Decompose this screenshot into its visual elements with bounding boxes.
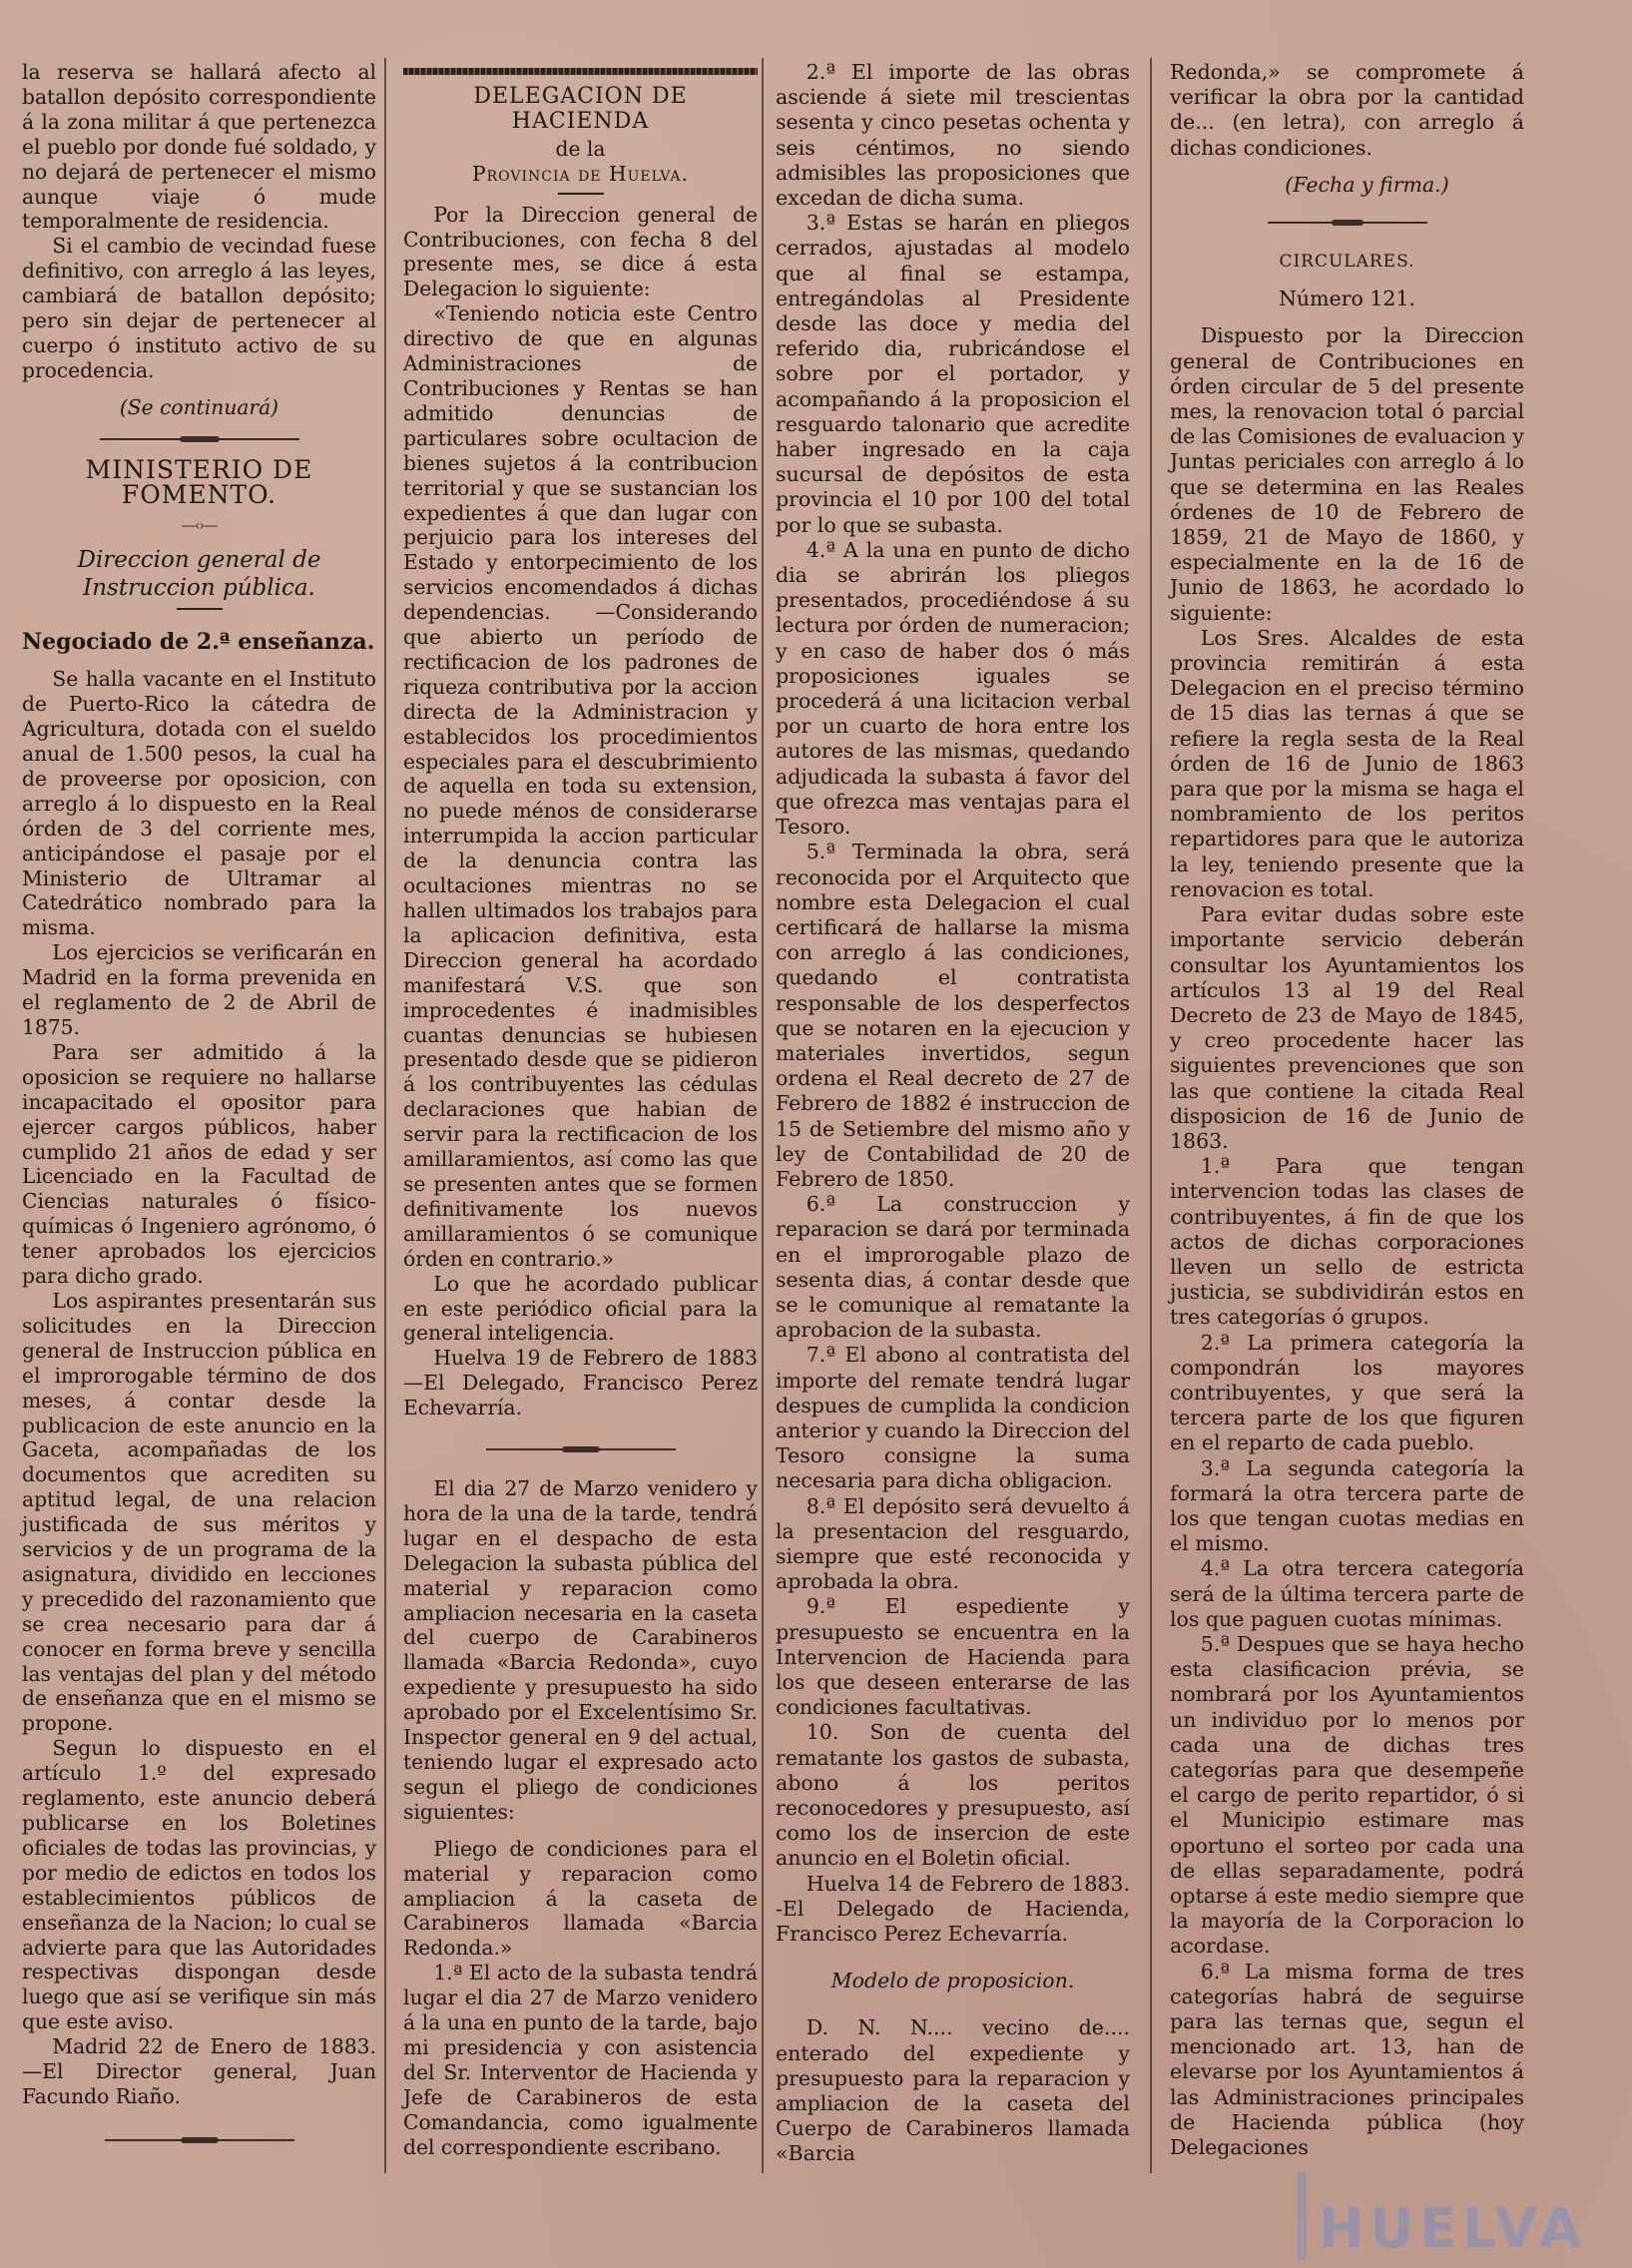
paragraph: Dispuesto por la Direccion general de Contribuciones en órden circular de 5 del presente mes, la renovacion total ó parcial de las Comisiones de evaluacion y Juntas periciales con arreglo á lo que se determina en las Reales órdenes de 10 de Febrero de 1859, 21 de Mayo de 1860, y especialmente en la de 16 de Junio de 1863, he acordado lo siguiente: [1170,323,1524,625]
paragraph: 2.ª El importe de las obras asciende á siete mil trescientas sesenta y cinco pesetas ochenta y seis céntimos, no siendo admisibles las proposiciones que excedan de dicha suma. [776,60,1130,211]
paragraph: 4.ª A la una en punto de dicho dia se abrirán los pliegos presentados, procediéndose á su lectura por órden de numeracion; y en caso de haber dos ó más proposiciones iguales se procederá á una licitacion verbal por un cuarto de hora entre los autores de las mismas, quedando adjudicada la subasta á favor del que ofrezca mas ventajas para el Tesoro. [776,537,1130,840]
paragraph: 6.ª La misma forma de tres categorías habrá de seguirse para las ternas que, segun el mencionado art. 13, han de elevarse por los Ayuntamientos á las Administraciones principales de Hacienda pública (hoy Delegaciones [1170,1959,1524,2160]
delegation-heading: DELEGACION DE HACIENDA [473,84,688,134]
paragraph: 8.ª El depósito será devuelto á la presentacion del resguardo, siempre que esté reconocida y aprobada la obra. [776,1493,1130,1594]
circular-number: Número 121. [1278,286,1415,311]
column-divider [762,58,764,2173]
paragraph: Para evitar dudas sobre este importante servicio deberán consultar los Ayuntamientos los artículos 13 al 19 del Real Decreto de 23 de Mayo de 1845, y creo procedente hacer las siguientes prevenciones que son las que contiene la citada Real disposicion de 16 de Junio de 1863. [1170,902,1524,1153]
date-signature-note: (Fecha y firma.) [1285,172,1449,197]
paragraph: 4.ª La otra tercera categoría será de la última tercera parte de los que paguen cuotas mínimas. [1170,1556,1524,1631]
paragraph: Los ejercicios se verificarán en Madrid en la forma prevenida en el reglamento de 2 de Abril de 1875. [22,940,376,1039]
paragraph: Pliego de condiciones para el material y reparacion como ampliacion á la caseta de Carabineros llamada «Barcia Redonda.» [403,1836,758,1961]
signature-paragraph: Huelva 14 de Febrero de 1883. -El Delegado de Hacienda, Francisco Perez Echevarría. [776,1871,1130,1947]
paragraph: Segun lo dispuesto en el artículo 1.º del expresado reglamento, este anuncio deberá publicarse en los Boletines oficiales de todas las provincias, y por medio de edictos en todos los establecimientos públicos de enseñanza de la Nacion; lo cual se advierte para que las Autoridades respectivas dispongan desde luego que así se verifique sin más que este aviso. [22,1736,376,2034]
paragraph: «Teniendo noticia este Centro directivo de que en algunas Administraciones de Contribuciones y Rentas se han admitido denuncias de particulares sobre ocultacion de bienes sujetos á la contribucion territorial y que se sustancian los expedientes á que dan lugar con perjuicio para los intereses del Estado y entorpecimiento de los servicios encomendados á dichas dependencias. —Considerando que abierto un período de rectificacion de los padrones de riqueza contributiva por la accion directa de la Administracion y establecidos los procedimientos especiales para el descubrimiento de aquella en toda su extension, no puede ménos de considerarse interrumpida la accion particular de la denuncia contra las ocultaciones mientras no se hallen ultimados los trabajos para la aplicacion definitiva, esta Direccion general ha acordado manifestará V.S. que son improcedentes é inadmisibles cuantas denuncias se hubiesen presentado desde que se pidieron á los contribuyentes las cédulas declaraciones que habian de servir para la rectificacion de los amillaramientos, así como las que se presenten antes que se formen definitivamente los nuevos amillaramientos ó se comunique órden en contrario.» [403,301,758,1271]
paragraph: 3.ª Estas se harán en pliegos cerrados, ajustadas al modelo que al final se estampa, entregándolas al Presidente desde las doce y media del referido dia, rubricándose el sobre por el portador, y acompañando á la proposicion el resguardo talonario que acredite haber ingresado en la caja sucursal de depósitos de esta provincia el 10 por 100 del total por lo que se subasta. [776,211,1130,537]
paragraph: 1.ª El acto de la subasta tendrá lugar el dia 27 de Marzo venidero á la una en punto de la tarde, bajo mi presidencia y con asistencia del Sr. Interventor de Hacienda y Jefe de Carabineros de esta Comandancia, como igualmente del correspondiente escribano. [403,1961,758,2159]
paragraph: 2.ª La primera categoría la compondrán los mayores contribuyentes, y que será la tercera parte de los que figuren en el reparto de cada pueblo. [1170,1330,1524,1455]
column-divider [384,58,386,2173]
direction-heading: Direccion general de Instruccion pública. [77,547,321,602]
watermark-text: HUELVA [1319,2197,1587,2260]
paragraph: la reserva se hallará afecto al batallon depósito correspondiente á la zona militar á que pertenezca el pueblo por donde fué soldado, y no dejará de pertenecer el mismo aunque viaje ó mude temporalmente de residencia. [22,60,376,234]
circulars-heading: CIRCULARES. [1279,252,1415,273]
heading-connector: de la [555,136,606,161]
paragraph: 5.ª Terminada la obra, será reconocida por el Arquitecto que nombre esta Delegacion el cual certificará de hallarse la misma con arreglo á las condiciones, quedando el contratista responsable de los desperfectos que se notaren en la ejecucion y materiales invertidos, segun ordena el Real decreto de 27 de Febrero de 1882 é instruccion de 15 de Setiembre del mismo año y ley de Contabilidad de 20 de Febrero de 1850. [776,840,1130,1191]
paragraph: Se halla vacante en el Instituto de Puerto-Rico la cátedra de Agricultura, dotada con el sueldo anual de 1.500 pesos, la cual ha de proveerse por oposicion, con arreglo á lo dispuesto en la Real órden de 3 del corriente mes, anticipándose el pasaje por el Ministerio de Ultramar al Catedrático nombrado para la misma. [22,667,376,940]
signature-paragraph: Huelva 19 de Febrero de 1883 —El Delegado, Francisco Perez Echevarría. [403,1346,758,1420]
paragraph: 10. Son de cuenta del rematante los gastos de subasta, abono á los peritos reconocedores y presupuesto, así como los de insercion de este anuncio en el Boletin oficial. [776,1720,1130,1871]
paragraph: 7.ª El abono al contratista del importe del remate tendrá lugar despues de cumplida la condicion anterior y cuando la Direccion del Tesoro consigne la suma necesaria para dicha obligacion. [776,1343,1130,1493]
paragraph: D. N. N.... vecino de.... enterado del expediente y presupuesto para la reparacion y ampliacion de la caseta del Cuerpo de Carabineros llamada «Barcia [776,2015,1130,2166]
paragraph: Los aspirantes presentarán sus solicitudes en la Direccion general de Instruccion pública en el improrogable término de dos meses, á contar desde la publicacion de este anuncio en la Gaceta, acompañadas de los documentos que acrediten su aptitud legal, de una relacion justificada de sus méritos y servicios y de un programa de la asignatura, dividido en lecciones y precedido del razonamiento que se crea necesario para dar á conocer en forma breve y sencilla las ventajas del plan y del método de enseñanza que en el mismo se propone. [22,1288,376,1736]
section-heading: Negociado de 2.ª enseñanza. [22,629,375,656]
paragraph: 9.ª El espediente y presupuesto se encuentra en la Intervencion de Hacienda para los que deseen enterarse de las condiciones facultativas. [776,1594,1130,1720]
ornamental-rule [486,1444,676,1454]
paragraph: Lo que he acordado publicar en este periódico oficial para la general inteligencia. [403,1271,758,1346]
province-heading: Provincia de Huelva. [472,161,689,186]
column-1 [22,60,376,2159]
ornamental-rule [100,434,299,444]
paragraph: 5.ª Despues que se haya hecho esta clasificacion prévia, se nombrará por los Ayuntamientos un individuo por lo menos por cada una de dichas tres categorías para que desempeñe el cargo de perito repartidor, ó si el Municipio estimare mas oportuno el sorteo por cada una de ellas separadamente, podrá optarse á este medio siempre que la mayoría de la Corporacion lo acordase. [1170,1631,1524,1959]
paragraph: Para ser admitido á la oposicion se requiere no hallarse incapacitado el opositor para ejercer cargos públicos, haber cumplido 21 años de edad y ser Licenciado en la Facultad de Ciencias naturales ó físico-químicas ó Ingeniero agrónomo, ó tener aprobados los ejercicios para dicho grado. [22,1039,376,1289]
short-rule [558,193,604,195]
ornamental-rule [105,2135,294,2145]
column-2 [403,60,758,2160]
ornament: —‹›— [181,517,218,534]
paragraph: El dia 27 de Marzo venidero y hora de la una de la tarde, tendrá lugar en el despacho de esta Delegacion la subasta pública del material y reparacion como ampliacion necesaria en la caseta del cuerpo de Carabineros llamada «Barcia Redonda», cuyo expediente y presupuesto ha sido aprobado por el Excelentísimo Sr. Inspector general en 9 del actual, teniendo lugar el expresado acto segun el pliego de condiciones siguientes: [403,1476,758,1824]
model-heading: Modelo de proposicion. [830,1969,1075,1993]
library-watermark [1298,2155,1587,2260]
column-divider [1150,58,1152,2173]
signature-paragraph: Madrid 22 de Enero de 1883. —El Director general, Juan Facundo Riaño. [22,2034,376,2108]
paragraph: 3.ª La segunda categoría la formará la otra tercera parte de los que tengan cuotas medias en el mismo. [1170,1455,1524,1556]
continued-note: (Se continuará) [119,394,279,419]
ornamental-rule [1268,218,1427,228]
paragraph: Por la Direccion general de Contribuciones, con fecha 8 del presente mes, se dice á esta Delegacion lo siguiente: [403,202,758,301]
shield-icon [1298,2172,1307,2260]
paragraph: Los Sres. Alcaldes de esta provincia remitirán á esta Delegacion en el preciso término de 15 dias las ternas á que se refiere la regla sesta de la Real órden de 16 de Junio de 1863 para que por la misma se haga el nombramiento de los peritos repartidores para que le autoriza la ley, teniendo presente que la renovacion es total. [1170,625,1524,901]
paragraph: Si el cambio de vecindad fuese definitivo, con arreglo á las leyes, cambiará de batallon depósito; pero sin dejar de pertenecer al cuerpo ó instituto activo de su procedencia. [22,234,376,382]
short-rule [177,608,223,610]
ministry-heading: MINISTERIO DE FOMENTO. [85,454,313,509]
header-bar [403,68,758,75]
paragraph: 6.ª La construccion y reparacion se dará por terminada en el improrogable plazo de sesenta dias, á contar desde que se le comunique al rematante la aprobacion de la subasta. [776,1192,1130,1343]
paragraph: Redonda,» se compromete á verificar la obra por la cantidad de... (en letra), con arreglo á dichas condiciones. [1170,60,1524,160]
paragraph: 1.ª Para que tengan intervencion todas las clases de contribuyentes, á fin de que los actos de dichas corporaciones lleven un sello de estricta justicia, se subdividirán estos en tres categorías ó grupos. [1170,1154,1524,1330]
column-4 [1170,60,1524,2160]
column-3 [776,60,1130,2167]
